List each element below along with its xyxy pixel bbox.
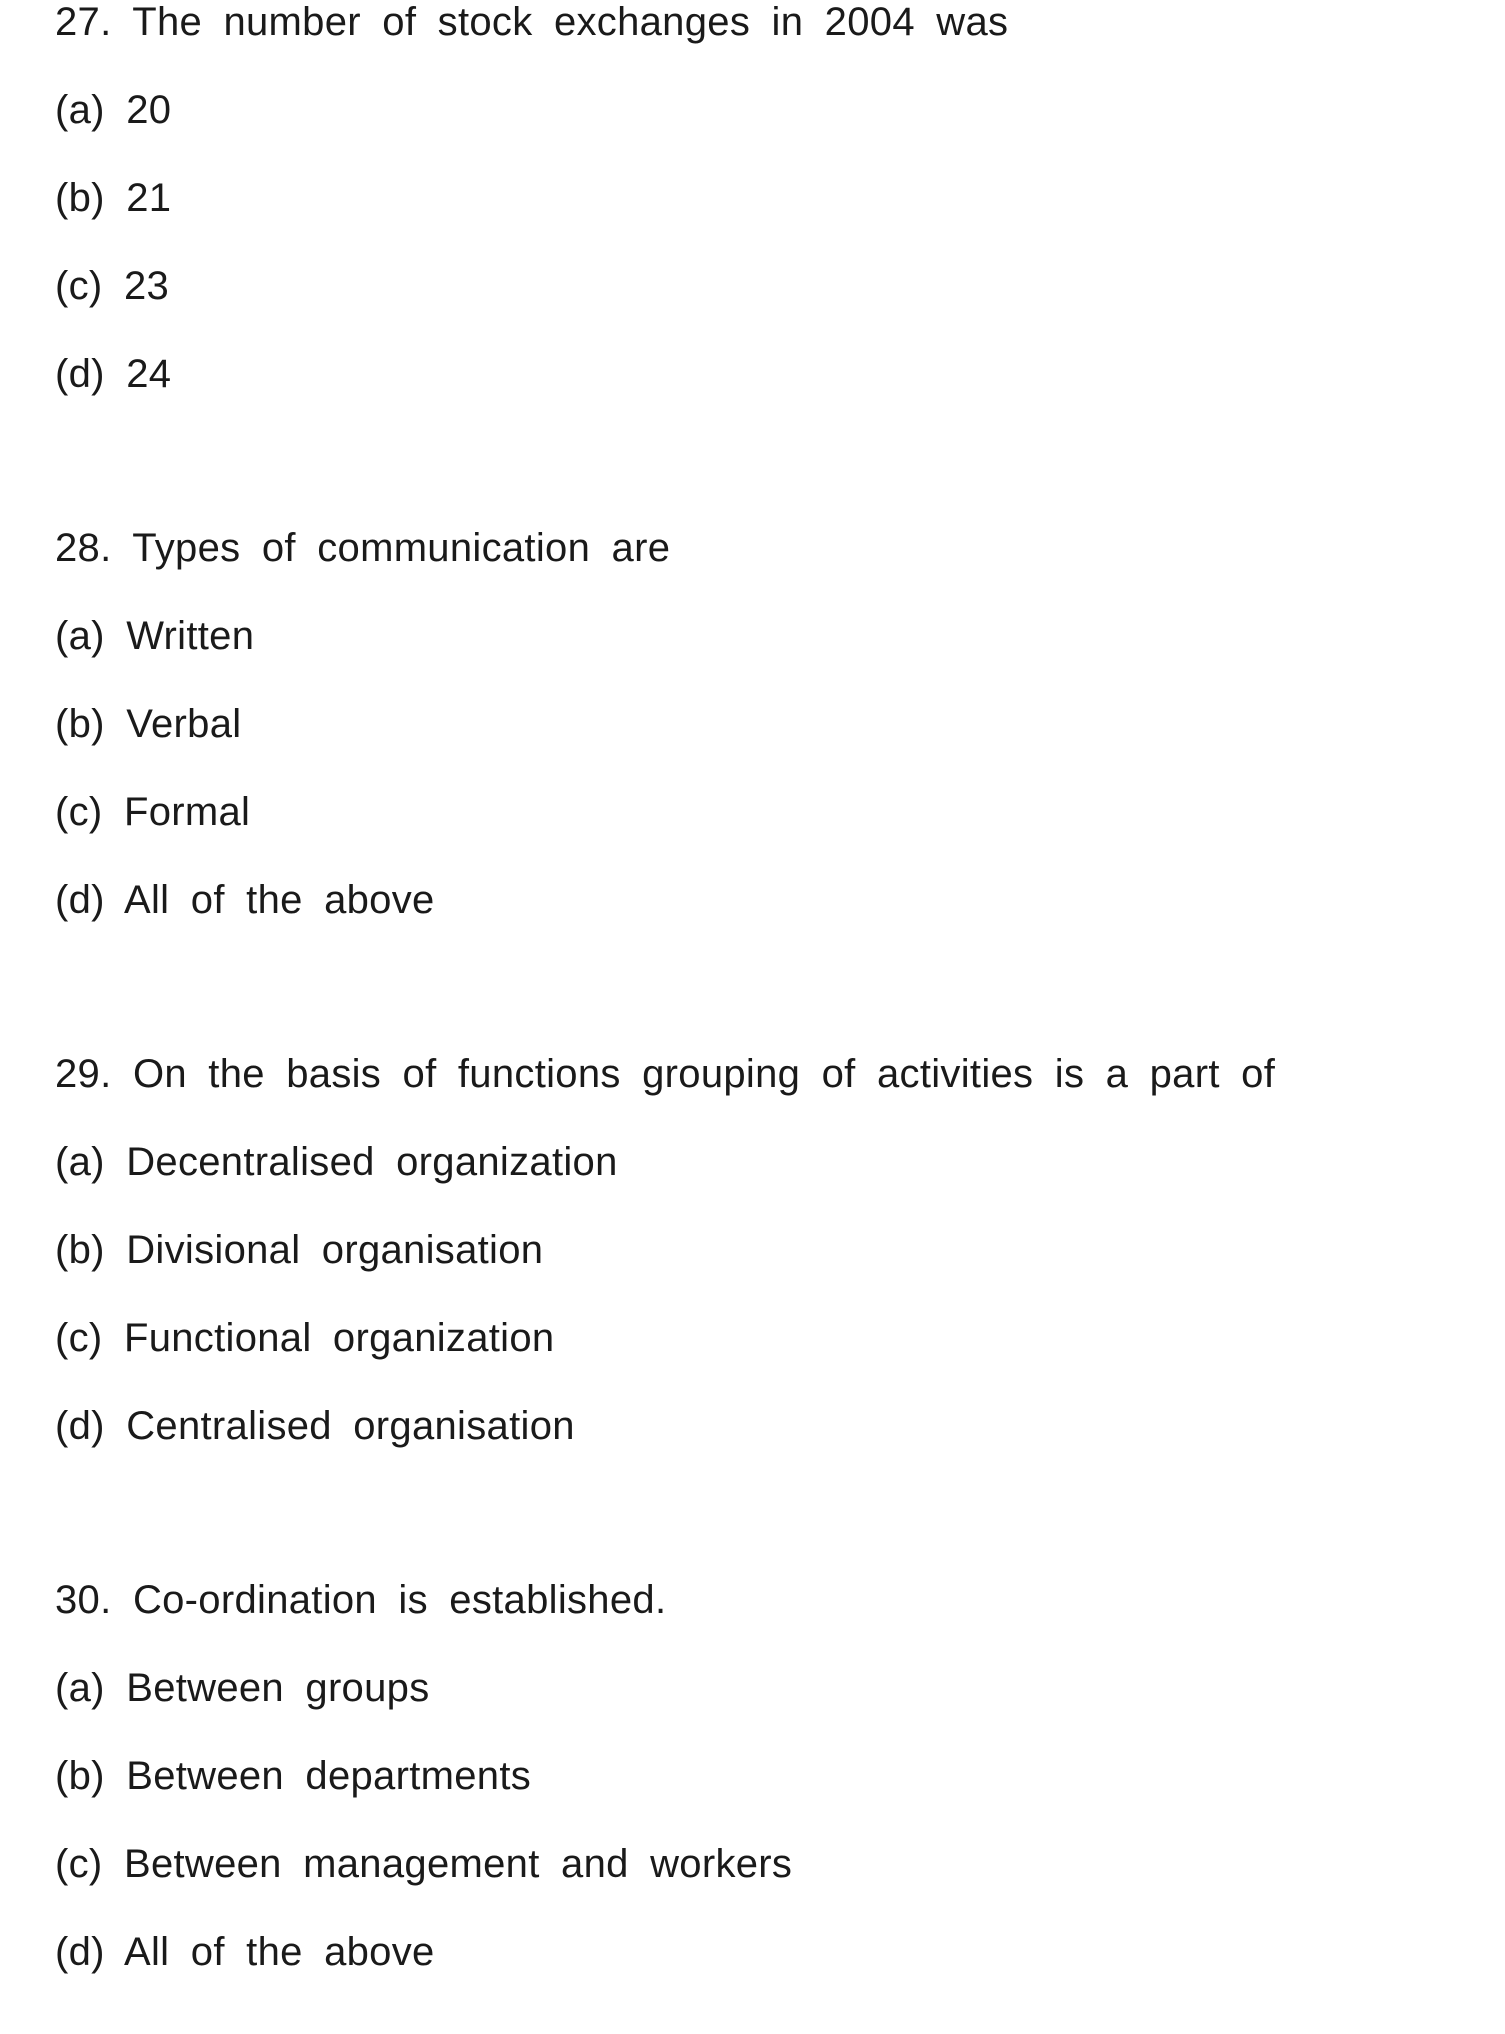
question-30 bbox=[55, 1578, 1455, 2018]
option-b bbox=[55, 176, 1455, 264]
option-letter: (c) bbox=[55, 790, 103, 834]
option-c bbox=[55, 1842, 1455, 1930]
question-text: The number of stock exchanges in 2004 was bbox=[132, 0, 1009, 44]
option-d bbox=[55, 1404, 1455, 1492]
option-text: 23 bbox=[123, 264, 170, 308]
question-text: Types of communication are bbox=[132, 526, 671, 570]
question-stem bbox=[55, 1578, 1455, 1666]
option-text: Functional organization bbox=[123, 1316, 555, 1360]
option-a bbox=[55, 1140, 1455, 1228]
option-letter: (a) bbox=[55, 88, 105, 132]
option-letter: (a) bbox=[55, 1666, 105, 1710]
option-letter: (b) bbox=[55, 176, 105, 220]
question-number: 30. bbox=[55, 1578, 112, 1622]
option-c bbox=[55, 1316, 1455, 1404]
option-text: All of the above bbox=[124, 878, 435, 922]
question-number: 29. bbox=[55, 1052, 112, 1096]
option-b bbox=[55, 702, 1455, 790]
option-text: Written bbox=[126, 614, 255, 658]
option-text: Formal bbox=[123, 790, 251, 834]
option-letter: (c) bbox=[55, 1842, 103, 1886]
option-text: 21 bbox=[126, 176, 172, 220]
option-c bbox=[55, 264, 1455, 352]
question-number: 27. bbox=[55, 0, 112, 44]
option-text: Verbal bbox=[126, 702, 242, 746]
option-d bbox=[55, 878, 1455, 966]
option-text: Between groups bbox=[126, 1666, 430, 1710]
option-letter: (b) bbox=[55, 702, 105, 746]
option-letter: (d) bbox=[55, 1930, 105, 1974]
question-27 bbox=[55, 0, 1455, 440]
option-text: Decentralised organization bbox=[126, 1140, 618, 1184]
option-letter: (a) bbox=[55, 614, 105, 658]
question-text: Co-ordination is established. bbox=[132, 1578, 667, 1622]
option-letter: (c) bbox=[55, 1316, 103, 1360]
option-text: 24 bbox=[126, 352, 172, 396]
option-text: Between management and workers bbox=[123, 1842, 793, 1886]
option-a bbox=[55, 1666, 1455, 1754]
question-28 bbox=[55, 526, 1455, 966]
question-number: 28. bbox=[55, 526, 112, 570]
option-letter: (d) bbox=[55, 352, 105, 396]
option-b bbox=[55, 1228, 1455, 1316]
option-b bbox=[55, 1754, 1455, 1842]
option-text: 20 bbox=[126, 88, 172, 132]
option-letter: (a) bbox=[55, 1140, 105, 1184]
question-stem bbox=[55, 526, 1455, 614]
option-letter: (d) bbox=[55, 1404, 105, 1448]
question-stem bbox=[55, 0, 1455, 88]
question-text: On the basis of functions grouping of activities is a part of bbox=[132, 1052, 1276, 1096]
option-c bbox=[55, 790, 1455, 878]
option-text: All of the above bbox=[124, 1930, 435, 1974]
option-d bbox=[55, 352, 1455, 440]
question-29 bbox=[55, 1052, 1455, 1492]
option-text: Divisional organisation bbox=[126, 1228, 544, 1272]
option-text: Between departments bbox=[126, 1754, 532, 1798]
option-a bbox=[55, 614, 1455, 702]
question-stem bbox=[55, 1052, 1455, 1140]
option-letter: (b) bbox=[55, 1754, 105, 1798]
option-letter: (b) bbox=[55, 1228, 105, 1272]
option-letter: (c) bbox=[55, 264, 103, 308]
option-d bbox=[55, 1930, 1455, 2018]
option-letter: (d) bbox=[55, 878, 105, 922]
option-text: Centralised organisation bbox=[126, 1404, 575, 1448]
option-a bbox=[55, 88, 1455, 176]
